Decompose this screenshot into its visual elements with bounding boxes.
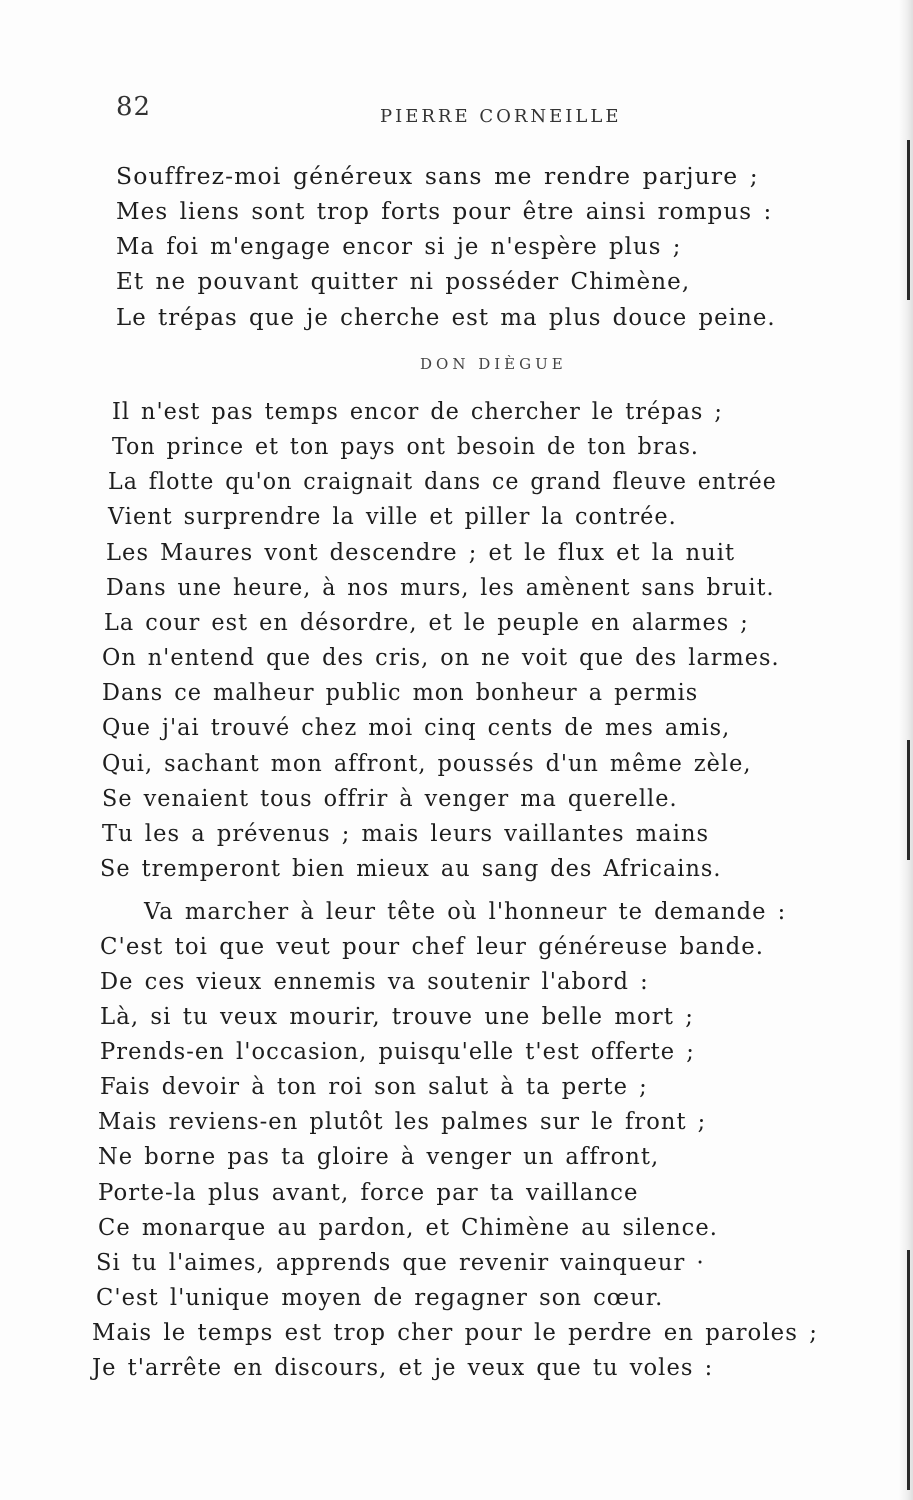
verse-line: Que j'ai trouvé chez moi cinq cents de mes amis, (102, 713, 731, 741)
speaker-name: DON DIÈGUE (420, 355, 567, 373)
verse-line: La cour est en désordre, et le peuple en alarmes ; (104, 608, 749, 636)
verse-line: C'est toi que veut pour chef leur généreuse bande. (100, 932, 765, 960)
verse-line: Et ne pouvant quitter ni posséder Chimène, (116, 267, 691, 295)
verse-line: Ne borne pas ta gloire à venger un affront, (98, 1142, 660, 1170)
page-edge-mark (907, 740, 910, 860)
verse-line: Prends-en l'occasion, puisqu'elle t'est offerte ; (100, 1037, 695, 1065)
verse-line: Fais devoir à ton roi son salut à ta perte ; (100, 1072, 648, 1100)
verse-line: Qui, sachant mon affront, poussés d'un même zèle, (102, 749, 752, 777)
verse-line: Dans une heure, à nos murs, les amènent sans bruit. (106, 573, 775, 601)
verse-line: Va marcher à leur tête où l'honneur te demande : (144, 897, 787, 925)
page-edge-mark (907, 1250, 910, 1490)
verse-line: Porte-la plus avant, force par ta vaillance (98, 1178, 639, 1206)
verse-line: Mais reviens-en plutôt les palmes sur le front ; (98, 1107, 707, 1135)
verse-line: Dans ce malheur public mon bonheur a permis (102, 678, 699, 706)
verse-line: Les Maures vont descendre ; et le flux et la nuit (106, 538, 736, 566)
page-number: 82 (116, 92, 152, 122)
verse-line: Tu les a prévenus ; mais leurs vaillantes mains (102, 819, 710, 847)
verse-line: Ce monarque au pardon, et Chimène au silence. (98, 1213, 719, 1241)
verse-line: Je t'arrête en discours, et je veux que tu voles : (92, 1353, 714, 1381)
verse-line: Mais le temps est trop cher pour le perdre en paroles ; (92, 1318, 818, 1346)
verse-line: Si tu l'aimes, apprends que revenir vainqueur · (96, 1248, 705, 1276)
verse-line: On n'entend que des cris, on ne voit que des larmes. (102, 643, 780, 671)
verse-line: Mes liens sont trop forts pour être ainsi rompus : (116, 197, 773, 225)
verse-line: Souffrez-moi généreux sans me rendre parjure ; (116, 162, 759, 190)
verse-line: De ces vieux ennemis va soutenir l'abord : (100, 967, 649, 995)
verse-line: Ma foi m'engage encor si je n'espère plus ; (116, 232, 682, 260)
page-edge-mark (907, 140, 910, 300)
verse-line: Là, si tu veux mourir, trouve une belle mort ; (100, 1002, 694, 1030)
verse-line: Ton prince et ton pays ont besoin de ton bras. (112, 432, 700, 460)
verse-line: Se tremperont bien mieux au sang des Africains. (100, 854, 722, 882)
verse-line: Il n'est pas temps encor de chercher le trépas ; (112, 397, 723, 425)
verse-line: La flotte qu'on craignait dans ce grand fleuve entrée (108, 467, 777, 495)
running-head: PIERRE CORNEILLE (380, 106, 622, 127)
binding-shadow (899, 0, 913, 1500)
verse-line: Vient surprendre la ville et piller la contrée. (108, 502, 677, 530)
verse-line: Se venaient tous offrir à venger ma querelle. (102, 784, 678, 812)
verse-line: C'est l'unique moyen de regagner son cœur. (96, 1283, 664, 1311)
verse-line: Le trépas que je cherche est ma plus douce peine. (116, 303, 776, 331)
